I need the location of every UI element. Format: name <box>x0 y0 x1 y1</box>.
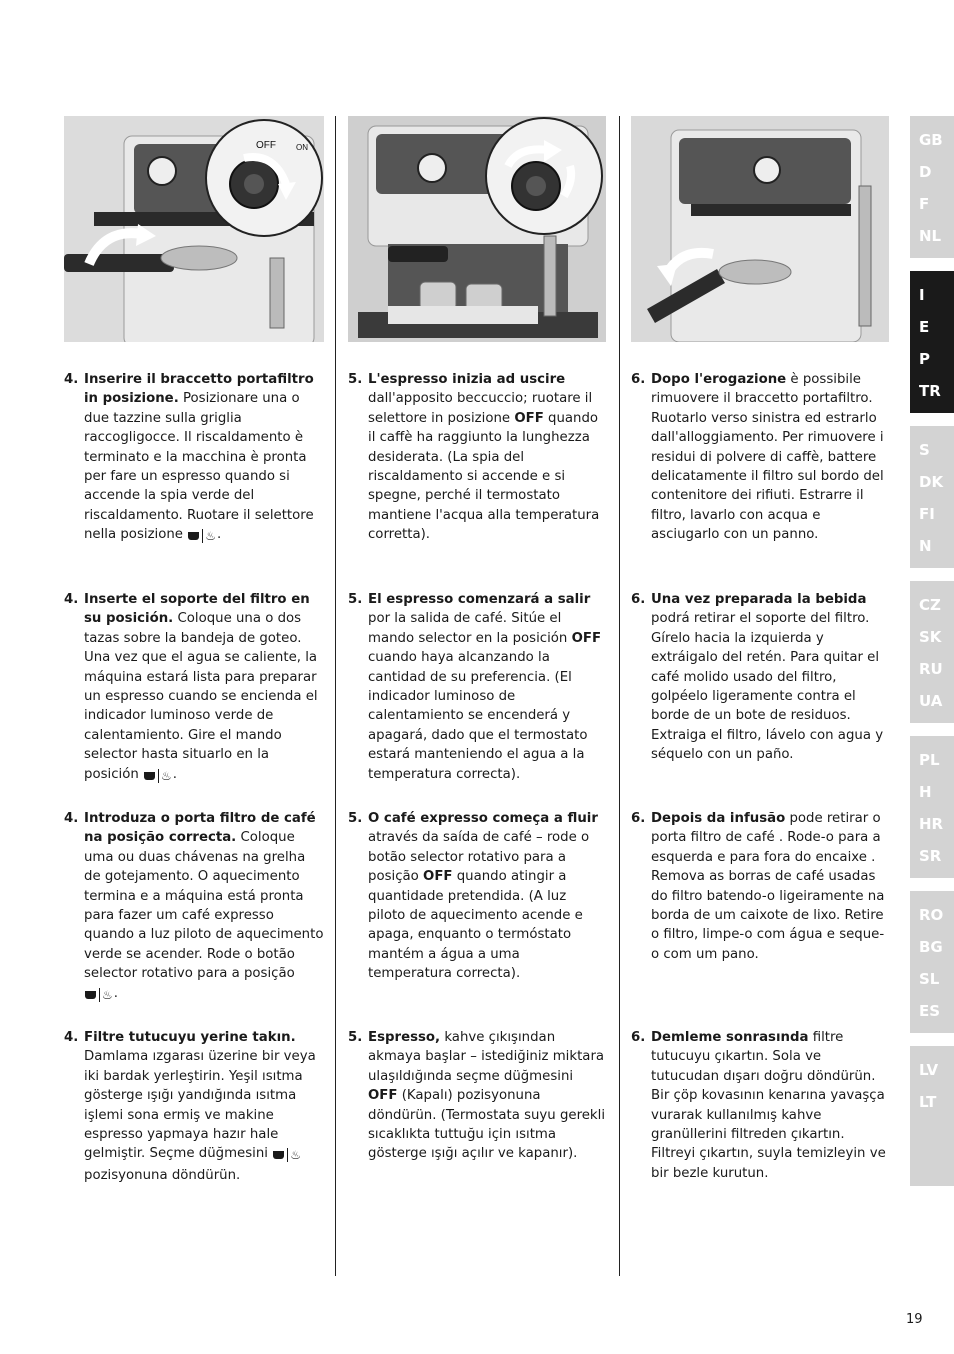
step-number: 5. <box>348 372 363 387</box>
cup-icon <box>188 532 199 540</box>
step-heading: Una vez preparada la bebida <box>651 592 867 607</box>
tab-group-pl-h-hr-sr[interactable] <box>910 736 954 878</box>
column-divider <box>619 116 620 1276</box>
tab-lang: ES <box>919 1002 941 1020</box>
step-body: Coloque uma ou duas chávenas na grelha de gotejamento. O aquecimento termina e a máquina está pronta para fazer um café expresso quando a luz piloto de aquecimento verde se acender. Rode o botão selector rotativo para a posição <box>84 830 324 982</box>
step-heading: El espresso comenzará a salir <box>368 592 591 607</box>
step-heading: Filtre tutucuyu yerine takın. <box>84 1030 296 1045</box>
step-body: Coloque una o dos tazas sobre la bandeja de goteo. Una vez que el agua se caliente, la máquina estará lista para preparar un espresso cuando se encienda el indicador luminoso verde de calentamiento. Gire el mando selector hasta situarlo en la posición <box>84 611 318 782</box>
tab-group-ro-bg-sl-es[interactable] <box>910 891 954 1033</box>
step-heading: O café expresso começa a fluir <box>368 811 598 826</box>
steam-icon: ♨ <box>161 768 172 783</box>
step-4-es: 4. Inserte el soporte del filtro en su posición. Coloque una o dos tazas sobre la bandeja de goteo. Una vez que el agua se caliente, la máquina estará lista para preparar un espresso cuando se encienda el indicador luminoso verde de calentamiento. Gire el mando selector hasta situarlo en la posición ♨. <box>64 590 324 786</box>
off-label: OFF <box>423 869 453 885</box>
step-number: 4. <box>64 592 79 607</box>
step-number: 6. <box>631 372 646 387</box>
step-body: através da saída de café – rode o botão selector rotativo para a posição <box>368 830 590 885</box>
tab-lang: P <box>919 350 930 368</box>
tab-group-s-dk-fi-n[interactable] <box>910 426 954 568</box>
tab-lang: SL <box>919 970 940 988</box>
panel-on-text: ON <box>296 143 308 152</box>
steam-icon: ♨ <box>205 529 216 544</box>
step-body: kahve çıkışından akmaya başlar – istediğiniz miktara ulaşıldığında seçme düğmesini <box>368 1030 605 1084</box>
step-6-tr <box>631 1028 889 1183</box>
tab-lang: DK <box>919 473 944 491</box>
tab-lang: E <box>919 318 930 336</box>
step-body: Posizionare una o due tazzine sulla griglia raccogligocce. Il riscaldamento è terminato e la macchina è pronta per fare un espresso quando si accende la spia verde del riscaldamento. Ruotare il selettore nella posizione <box>84 391 314 543</box>
step-heading: Inserire il braccetto portafiltro in posizione. <box>84 372 314 407</box>
step-body: dall'apposito beccuccio; ruotare il selettore in posizione <box>368 391 593 426</box>
tab-group-i-e-p-tr-active[interactable] <box>910 271 954 413</box>
tab-lang: HR <box>919 815 944 833</box>
page-number: 19 <box>906 1312 923 1327</box>
step-body: podrá retirar el soporte del filtro. Gírelo hacia la izquierda y extráigalo del retén. Para quitar el café molido usado del filtro, golpéelo ligeramente contra el borde de un bote de residuos. Extraiga el filtro, lávelo con agua y séquelo con un paño. <box>651 611 884 763</box>
off-label: OFF <box>571 630 602 646</box>
step-body: filtre tutucuyu çıkartın. Sola ve tutucudan dışarı doğru döndürün. Bir çöp kovasının kenarına yavaşça vurarak kullanılmış kahve granüllerini filtreden çıkartın. Filtreyi çıkartın, suyla temizleyin ve bir bezle kurutun. <box>651 1030 886 1181</box>
coffee-steam-symbol <box>188 527 216 546</box>
tab-lang: RO <box>919 906 944 924</box>
coffee-steam-symbol <box>273 1146 301 1165</box>
step-number: 5. <box>348 592 363 607</box>
tab-group-gb-d-f-nl[interactable] <box>910 116 954 258</box>
tab-lang: GB <box>919 131 943 149</box>
step-body-rest: cuando haya alcanzando la cantidad de su preferencia. (El indicador luminoso de calentamiento se encenderá y apagará, dado que el termostato estará manteniendo el agua a la temperatura correcta). <box>368 650 588 782</box>
tab-lang: N <box>919 537 932 555</box>
step-4-tr: 4. Filtre tutucuyu yerine takın. Damlama ızgarası üzerine bir veya iki bardak yerleştirin. Yeşil ısıtma gösterge ışığı yandığında ısıtma işlemi sona ermiş ve makine espresso yapmaya hazır hale gelmiştir. Seçme düğmesini ♨ pozisyonuna döndürün. <box>64 1030 316 1183</box>
step-body: è possibile rimuovere il braccetto portafiltro. Ruotarlo verso sinistra ed estrarlo dall'alloggiamento. Per rimuovere i residui di polvere di caffè, battere delicatamente il filtro sul bordo del contenitore dei rifiuti. Estrarre il filtro, lavarlo con acqua e asciugarlo con un panno. <box>651 372 884 543</box>
coffee-steam-symbol <box>144 767 172 786</box>
tab-lang: NL <box>919 227 942 245</box>
column-divider <box>335 116 336 1276</box>
step-6-es <box>631 590 889 765</box>
off-label: OFF <box>514 410 544 426</box>
step-number: 4. <box>64 1030 79 1045</box>
tab-lang: CZ <box>919 596 941 614</box>
tab-lang: BG <box>919 938 943 956</box>
tab-lang: D <box>919 163 932 181</box>
tab-lang: FI <box>919 505 935 523</box>
steam-icon: ♨ <box>290 1148 301 1163</box>
step-5-pt <box>348 809 606 984</box>
panel-off-text: OFF <box>256 140 276 151</box>
step-heading: Dopo l'erogazione <box>651 372 787 387</box>
tab-lang: F <box>919 195 930 213</box>
tab-group-lv-lt[interactable] <box>910 1046 954 1186</box>
step-6-it <box>631 370 889 545</box>
cup-icon <box>85 991 96 999</box>
illustration-remove-filter-holder <box>631 116 889 342</box>
step-5-tr <box>348 1028 606 1164</box>
step-body-rest: (Kapalı) pozisyonuna döndürün. (Termostata suyu gerekli sıcaklıkta tuttuğu için ısıtma gösterge ışığı açılır ve kapanır). <box>368 1088 606 1162</box>
step-heading: L'espresso inizia ad uscire <box>368 372 566 387</box>
step-heading: Inserte el soporte del filtro en su posición. <box>84 592 310 627</box>
off-label: OFF <box>368 1088 398 1104</box>
tab-lang: SR <box>919 847 942 865</box>
coffee-steam-symbol <box>85 986 113 1005</box>
step-body: pode retirar o porta filtro de café . Rode-o para a esquerda e para fora do encaixe . Remova as borras de café usadas do filtro batendo-o ligeiramente na borda de um caixote de lixo. Retire o filtro, limpe-o com água e seque-o com um pano. <box>651 811 885 962</box>
step-heading: Depois da infusão <box>651 811 786 826</box>
tab-lang: SK <box>919 628 942 646</box>
steam-icon: ♨ <box>102 987 113 1002</box>
step-5-it <box>348 370 606 545</box>
tab-lang: LT <box>919 1093 937 1111</box>
step-number: 4. <box>64 372 79 387</box>
step-body: por la salida de café. Sitúe el mando selector en la posición <box>368 611 572 646</box>
step-4-it: 4. Inserire il braccetto portafiltro in posizione. Posizionare una o due tazzine sulla griglia raccogligocce. Il riscaldamento è terminato e la macchina è pronta per fare un espresso quando si accende la spia verde del riscaldamento. Ruotare il selettore nella posizione ♨. <box>64 370 324 547</box>
cup-icon <box>273 1151 284 1159</box>
tab-group-cz-sk-ru-ua[interactable] <box>910 581 954 723</box>
step-heading: Espresso, <box>368 1030 441 1045</box>
tab-lang: H <box>919 783 932 801</box>
step-number: 6. <box>631 1030 646 1045</box>
step-heading: Demleme sonrasında <box>651 1030 809 1045</box>
step-5-es <box>348 590 606 784</box>
tab-lang: S <box>919 441 930 459</box>
illustration-insert-filter-holder <box>64 116 324 342</box>
illustration-espresso-brewing <box>348 116 606 342</box>
step-number: 5. <box>348 811 363 826</box>
step-number: 6. <box>631 811 646 826</box>
step-body-rest: quando il caffè ha raggiunto la lunghezza desiderata. (La spia del riscaldamento si accende e si spegne, perché il termostato mantiene l'acqua alla temperatura corretta). <box>368 410 600 543</box>
step-number: 4. <box>64 811 79 826</box>
step-6-pt <box>631 809 889 964</box>
step-number: 5. <box>348 1030 363 1045</box>
tab-lang: I <box>919 286 925 304</box>
tab-lang: UA <box>919 692 943 710</box>
step-body: Damlama ızgarası üzerine bir veya iki bardak yerleştirin. Yeşil ısıtma gösterge ışığı yandığında ısıtma işlemi sona ermiş ve makine espresso yapmaya hazır hale gelmiştir. Seçme düğmesini <box>84 1049 316 1162</box>
tab-lang: PL <box>919 751 940 769</box>
tab-lang: TR <box>919 382 941 400</box>
tab-lang: RU <box>919 660 943 678</box>
step-heading: Introduza o porta filtro de café na posição correcta. <box>84 811 316 846</box>
step-number: 6. <box>631 592 646 607</box>
cup-icon <box>144 772 155 780</box>
step-body-rest: quando atingir a quantidade pretendida. (A luz piloto de aquecimento acende e apaga, enquanto o termóstato mantém a água a uma temperatura correcta). <box>368 869 583 982</box>
tab-lang: LV <box>919 1061 939 1079</box>
step-4-pt: 4. Introduza o porta filtro de café na posição correcta. Coloque uma ou duas chávenas na grelha de gotejamento. O aquecimento termina e a máquina está pronta para fazer um café expresso quando a luz piloto de aquecimento verde se acender. Rode o botão selector rotativo para a posição ♨. <box>64 809 324 1005</box>
